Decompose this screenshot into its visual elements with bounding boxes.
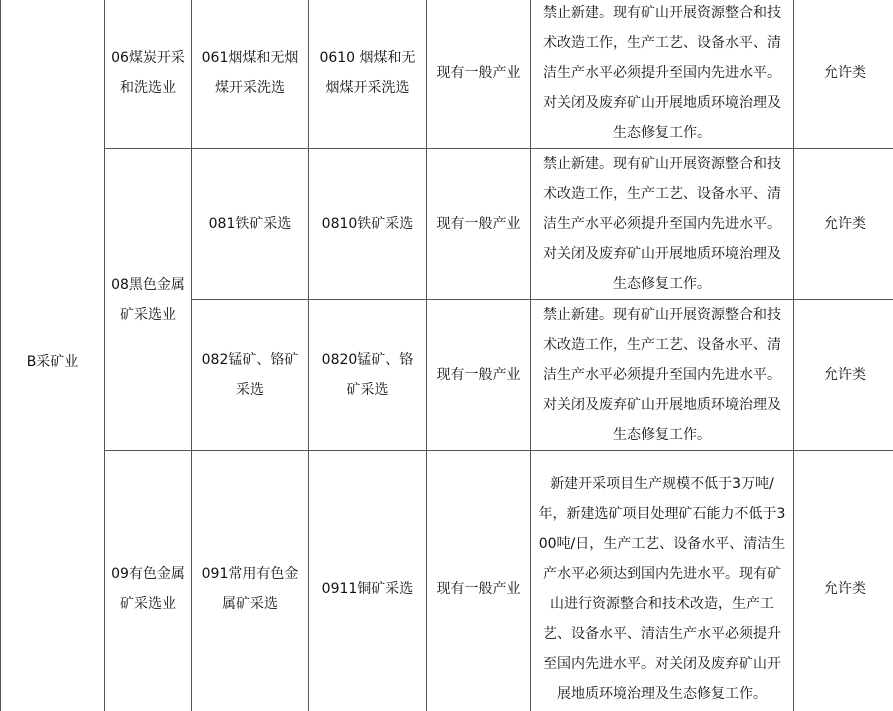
major-class-cell: 06煤炭开采和洗选业 xyxy=(105,0,192,149)
industry-scope-cell: 现有一般产业 xyxy=(427,149,531,300)
table-row xyxy=(1,451,893,711)
requirement-cell: 新建开采项目生产规模不低于3万吨/年，新建选矿项目处理矿石能力不低于300吨/日，生产工艺、设备水平、清洁生产水平必须达到国内先进水平。现有矿山进行资源整合和技术改造，生产工艺、设备水平、清洁生产水平必须提升至国内先进水平。对关闭及废弃矿山开展地质环境治理及生态修复工作。 xyxy=(531,451,794,711)
requirement-cell: 禁止新建。现有矿山开展资源整合和技术改造工作，生产工艺、设备水平、清洁生产水平必须提升至国内先进水平。对关闭及废弃矿山开展地质环境治理及生态修复工作。 xyxy=(531,0,794,149)
industry-scope-cell: 现有一般产业 xyxy=(427,300,531,451)
medium-class-cell: 091常用有色金属矿采选 xyxy=(192,451,309,711)
minor-class-cell: 0820锰矿、铬矿采选 xyxy=(309,300,427,451)
minor-class-cell: 0610 烟煤和无烟煤开采洗选 xyxy=(309,0,427,149)
requirement-cell: 禁止新建。现有矿山开展资源整合和技术改造工作，生产工艺、设备水平、清洁生产水平必须提升至国内先进水平。对关闭及废弃矿山开展地质环境治理及生态修复工作。 xyxy=(531,300,794,451)
requirement-cell: 禁止新建。现有矿山开展资源整合和技术改造工作，生产工艺、设备水平、清洁生产水平必须提升至国内先进水平。对关闭及废弃矿山开展地质环境治理及生态修复工作。 xyxy=(531,149,794,300)
major-class-cell: 09有色金属矿采选业 xyxy=(105,451,192,711)
medium-class-cell: 082锰矿、铬矿采选 xyxy=(192,300,309,451)
medium-class-cell: 061烟煤和无烟煤开采洗选 xyxy=(192,0,309,149)
industry-scope-cell: 现有一般产业 xyxy=(427,451,531,711)
minor-class-cell: 0911铜矿采选 xyxy=(309,451,427,711)
category-type-cell: 允许类 xyxy=(794,300,893,451)
category-type-cell: 允许类 xyxy=(794,451,893,711)
major-class-cell: 08黑色金属矿采选业 xyxy=(105,149,192,451)
industry-category-cell: B采矿业 xyxy=(1,0,105,711)
minor-class-cell: 0810铁矿采选 xyxy=(309,149,427,300)
category-type-cell: 允许类 xyxy=(794,0,893,149)
industry-scope-cell: 现有一般产业 xyxy=(427,0,531,149)
table-row xyxy=(1,149,893,300)
category-type-cell: 允许类 xyxy=(794,149,893,300)
table-row xyxy=(1,0,893,149)
medium-class-cell: 081铁矿采选 xyxy=(192,149,309,300)
